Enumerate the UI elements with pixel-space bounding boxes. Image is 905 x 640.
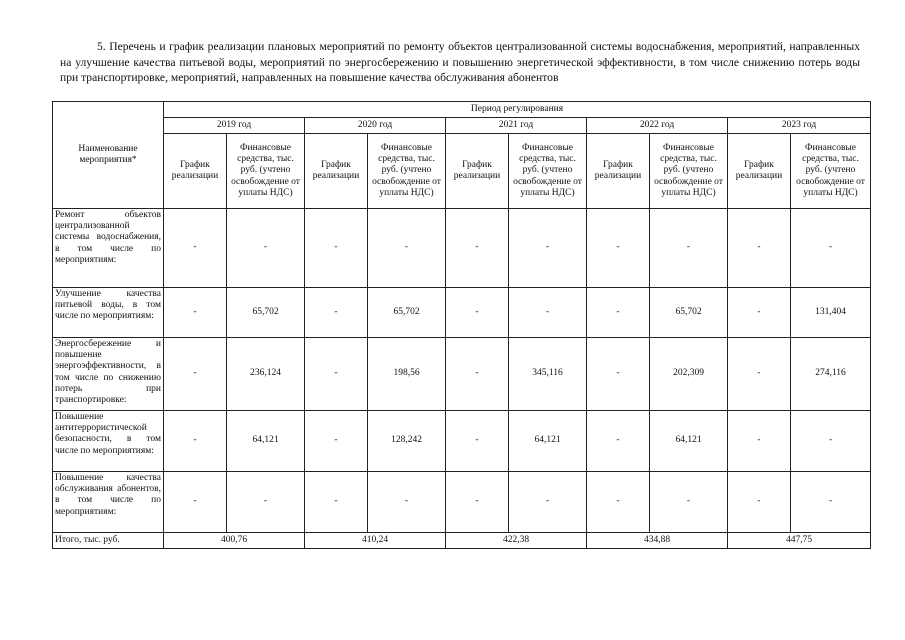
- finance-header: Финансовые средства, тыс. руб. (учтено освобождение от уплаты НДС): [791, 134, 871, 209]
- total-row: [53, 533, 871, 549]
- table-cell: 236,124: [227, 338, 305, 411]
- table-row: [53, 472, 871, 533]
- total-cell: 422,38: [446, 533, 587, 549]
- table-cell: -: [791, 209, 871, 288]
- table-cell: -: [368, 209, 446, 288]
- finance-header: Финансовые средства, тыс. руб. (учтено освобождение от уплаты НДС): [650, 134, 728, 209]
- table-cell: -: [164, 288, 227, 338]
- table-cell: -: [164, 411, 227, 472]
- table-cell: 131,404: [791, 288, 871, 338]
- table-cell: -: [791, 472, 871, 533]
- year-header: 2021 год: [446, 118, 587, 134]
- period-header: Период регулирования: [164, 102, 871, 118]
- table-row: [53, 411, 871, 472]
- table-cell: -: [227, 209, 305, 288]
- total-cell: 400,76: [164, 533, 305, 549]
- table-cell: -: [728, 338, 791, 411]
- table-cell: 65,702: [368, 288, 446, 338]
- table-cell: -: [728, 411, 791, 472]
- header-row-subcolumns: [53, 134, 871, 209]
- total-label: Итого, тыс. руб.: [53, 533, 164, 549]
- table-cell: -: [446, 472, 509, 533]
- table-cell: 64,121: [227, 411, 305, 472]
- table-cell: -: [587, 472, 650, 533]
- total-cell: 447,75: [728, 533, 871, 549]
- measure-name: Повышение качества обслуживания абонентов, в том числе по мероприятиям:: [53, 472, 164, 533]
- year-header: 2019 год: [164, 118, 305, 134]
- section-heading-text: 5. Перечень и график реализации плановых мероприятий по ремонту объектов централизованной системы водоснабжения, мероприятий, направленных на улучшение качества питьевой воды, мероприятий по энергосбережению и повышению энергетической эффективности, в том числе снижению потерь воды при транспортировке, мероприятий, направленных на повышение качества обслуживания абонентов: [60, 40, 860, 84]
- table-cell: -: [305, 209, 368, 288]
- table-cell: -: [791, 411, 871, 472]
- table-cell: -: [164, 209, 227, 288]
- table-cell: -: [509, 209, 587, 288]
- table-cell: -: [227, 472, 305, 533]
- table-cell: -: [587, 338, 650, 411]
- year-header: 2023 год: [728, 118, 871, 134]
- schedule-header: График реализации: [728, 134, 791, 209]
- header-row-years: [53, 118, 871, 134]
- table-cell: 345,116: [509, 338, 587, 411]
- table-cell: -: [305, 338, 368, 411]
- table-row: [53, 209, 871, 288]
- table-cell: -: [305, 411, 368, 472]
- table-cell: -: [728, 472, 791, 533]
- table-row: [53, 288, 871, 338]
- total-cell: 434,88: [587, 533, 728, 549]
- name-column-header: Наименование мероприятия*: [53, 102, 164, 209]
- table-cell: -: [446, 288, 509, 338]
- table-cell: -: [728, 209, 791, 288]
- schedule-header: График реализации: [164, 134, 227, 209]
- table-cell: -: [368, 472, 446, 533]
- finance-header: Финансовые средства, тыс. руб. (учтено освобождение от уплаты НДС): [368, 134, 446, 209]
- table-cell: -: [587, 288, 650, 338]
- measures-schedule-table: [52, 101, 871, 549]
- table-cell: -: [164, 338, 227, 411]
- measure-name: Улучшение качества питьевой воды, в том числе по мероприятиям:: [53, 288, 164, 338]
- table-cell: 65,702: [227, 288, 305, 338]
- table-cell: -: [728, 288, 791, 338]
- table-cell: 198,56: [368, 338, 446, 411]
- table-cell: 202,309: [650, 338, 728, 411]
- table-cell: -: [509, 288, 587, 338]
- table-cell: 64,121: [650, 411, 728, 472]
- schedule-header: График реализации: [305, 134, 368, 209]
- table-cell: -: [509, 472, 587, 533]
- table-row: [53, 338, 871, 411]
- schedule-header: График реализации: [587, 134, 650, 209]
- finance-header: Финансовые средства, тыс. руб. (учтено освобождение от уплаты НДС): [509, 134, 587, 209]
- table-cell: -: [587, 209, 650, 288]
- schedule-header: График реализации: [446, 134, 509, 209]
- year-header: 2022 год: [587, 118, 728, 134]
- table-cell: -: [305, 472, 368, 533]
- table-cell: 128,242: [368, 411, 446, 472]
- table-cell: -: [446, 209, 509, 288]
- year-header: 2020 год: [305, 118, 446, 134]
- table-cell: 64,121: [509, 411, 587, 472]
- measure-name: Ремонт объектов централизованной системы водоснабжения, в том числе по мероприятиям:: [53, 209, 164, 288]
- table-cell: -: [446, 338, 509, 411]
- table-cell: -: [650, 472, 728, 533]
- table-cell: -: [305, 288, 368, 338]
- total-cell: 410,24: [305, 533, 446, 549]
- table-cell: -: [587, 411, 650, 472]
- table-cell: -: [446, 411, 509, 472]
- finance-header: Финансовые средства, тыс. руб. (учтено освобождение от уплаты НДС): [227, 134, 305, 209]
- measure-name: Энергосбережение и повышение энергоэффективности, в том числе по снижению потерь при транспортировке:: [53, 338, 164, 411]
- table-cell: -: [650, 209, 728, 288]
- measure-name: Повышение антитеррористической безопасности, в том числе по мероприятиям:: [53, 411, 164, 472]
- table-cell: 274,116: [791, 338, 871, 411]
- table-cell: -: [164, 472, 227, 533]
- header-row-period: [53, 102, 871, 118]
- table-cell: 65,702: [650, 288, 728, 338]
- section-heading: [60, 39, 860, 86]
